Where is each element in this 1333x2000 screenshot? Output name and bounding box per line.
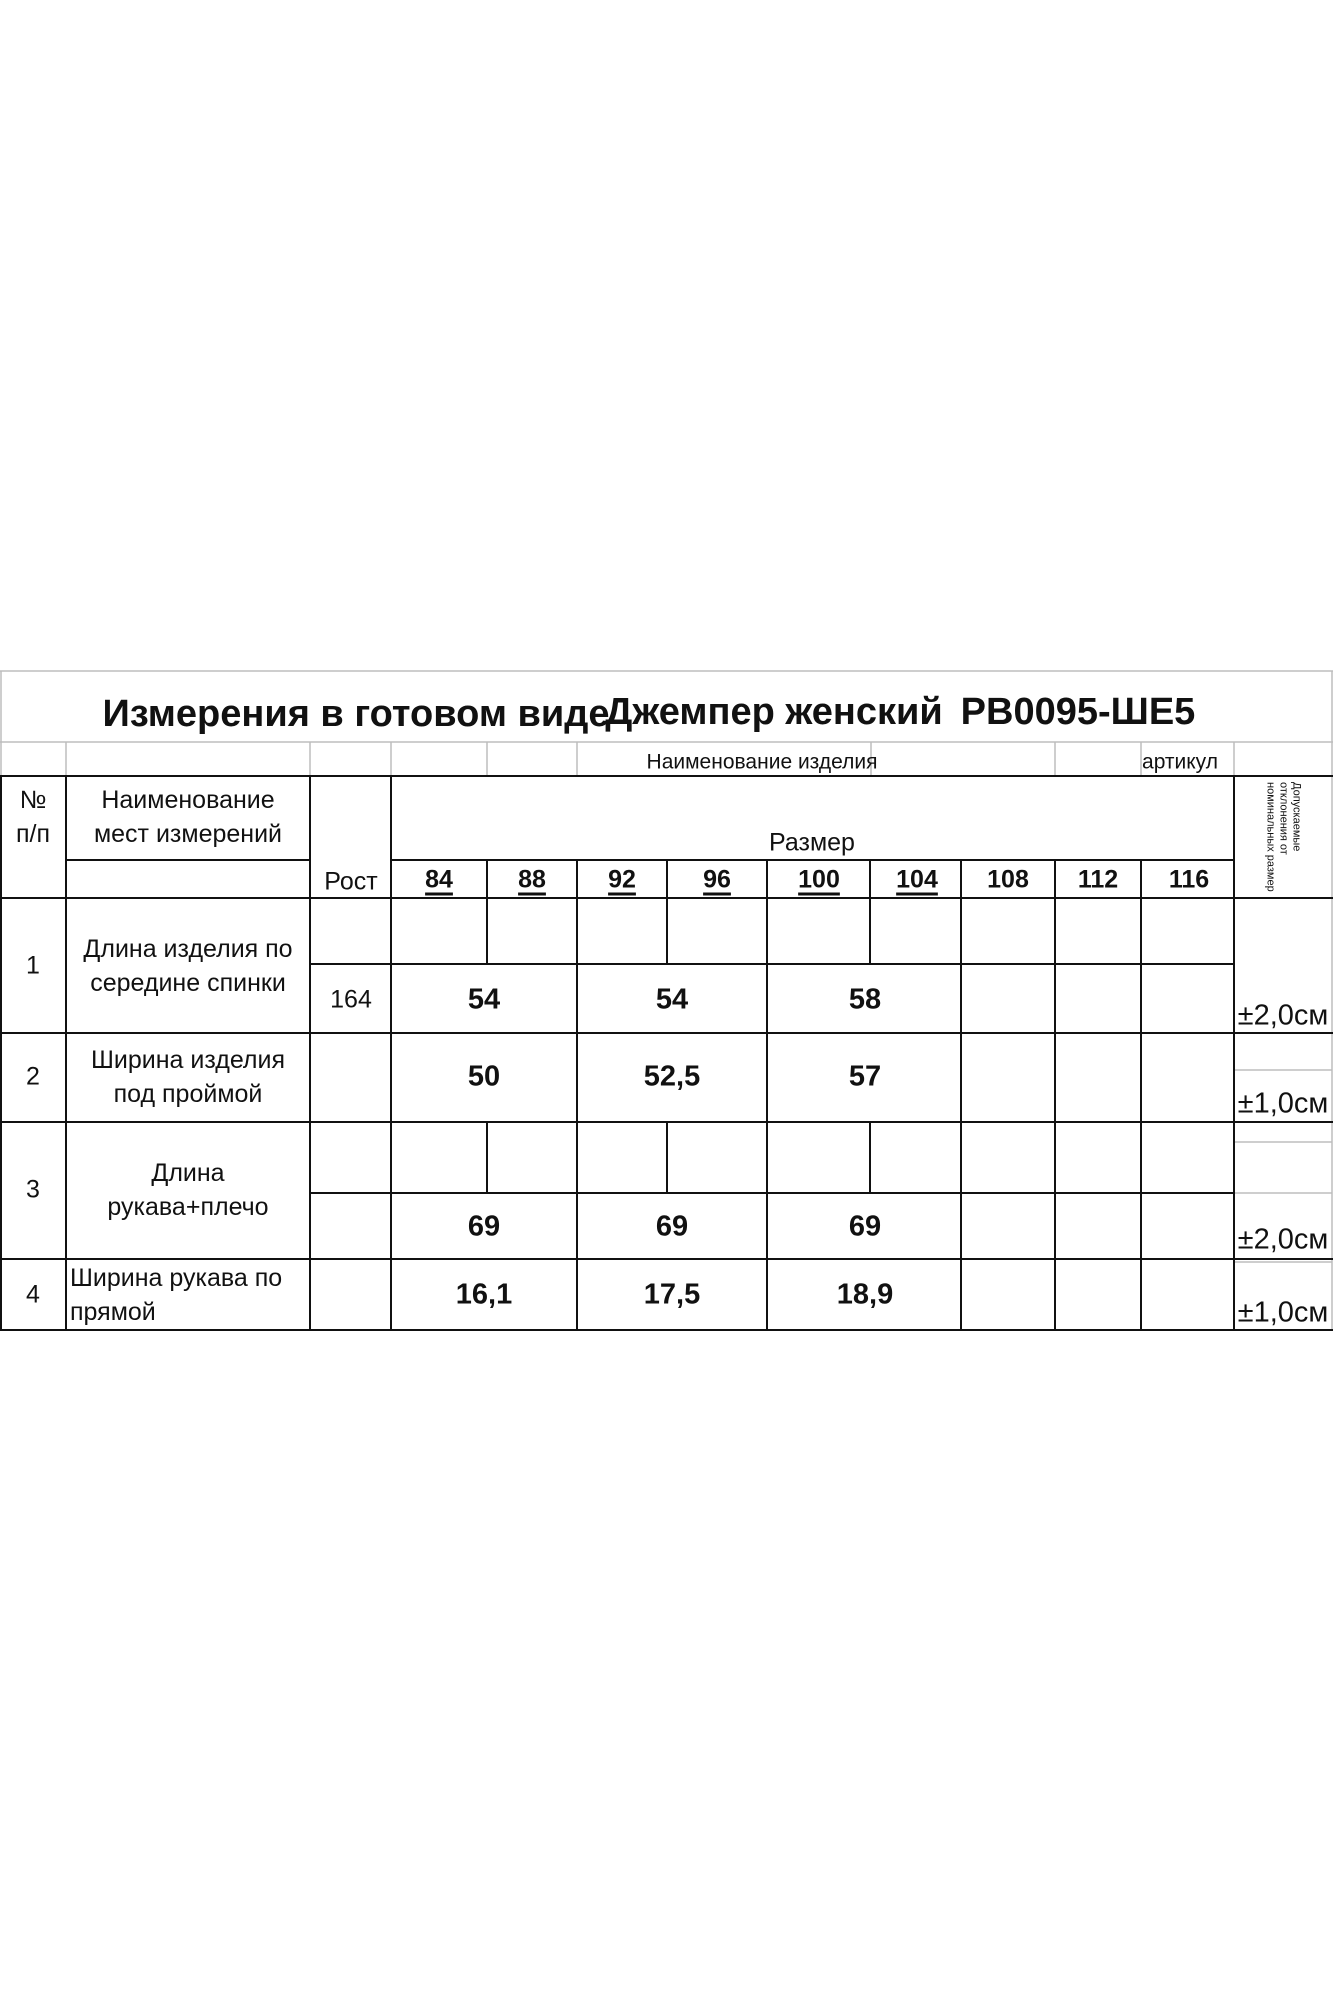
row-1-height: 164 [330,985,372,1014]
size-116: 116 [1168,865,1210,894]
row-3-value-100-104: 69 [848,1210,882,1243]
row-1-tolerance: ±2,0см [1237,999,1329,1032]
article-number: РВ0095-ШЕ5 [960,691,1196,733]
row-2-name: Ширина изделия под проймой [90,1046,286,1108]
column-header-height: Рост [324,867,378,896]
row-2-tolerance: ±1,0см [1237,1087,1329,1120]
row-3-value-92-96: 69 [655,1210,689,1243]
row-3-name: Длина рукава+плечо [107,1159,269,1221]
row-2-number: 2 [26,1062,40,1091]
column-header-tolerance: Допускаемые отклонения от номинальных размер [1264,782,1303,892]
product-caption: Наименование изделия [646,750,878,774]
column-header-size: Размер [769,828,855,857]
row-1-value-100-104: 58 [848,983,882,1016]
table-title: Измерения в готовом виде [102,693,610,735]
row-4-tolerance: ±1,0см [1237,1296,1329,1329]
column-header-name: Наименование мест измерений [93,786,283,848]
size-88: 88 [518,865,546,894]
column-header-number: № п/п [15,786,51,848]
row-3-tolerance: ±2,0см [1237,1223,1329,1256]
row-2-value-92-96: 52,5 [643,1060,701,1093]
size-112: 112 [1077,865,1119,894]
row-4-value-84-88: 16,1 [455,1278,513,1311]
row-4-value-92-96: 17,5 [643,1278,701,1311]
row-3-value-84-88: 69 [467,1210,501,1243]
row-1-number: 1 [26,951,40,980]
row-4-name: Ширина рукава по прямой [70,1264,283,1326]
size-92: 92 [608,865,636,894]
size-100: 100 [798,865,840,894]
article-caption: артикул [1142,750,1218,774]
row-4-number: 4 [26,1280,40,1309]
size-108: 108 [987,865,1029,894]
size-96: 96 [703,865,731,894]
row-1-name: Длина изделия по середине спинки [83,935,293,997]
row-4-value-100-104: 18,9 [836,1278,894,1311]
row-1-value-92-96: 54 [655,983,689,1016]
size-84: 84 [425,865,453,894]
product-name: Джемпер женский [605,691,943,733]
size-104: 104 [896,865,938,894]
row-2-value-100-104: 57 [848,1060,882,1093]
row-3-number: 3 [26,1175,40,1204]
row-2-value-84-88: 50 [467,1060,501,1093]
row-1-value-84-88: 54 [467,983,501,1016]
